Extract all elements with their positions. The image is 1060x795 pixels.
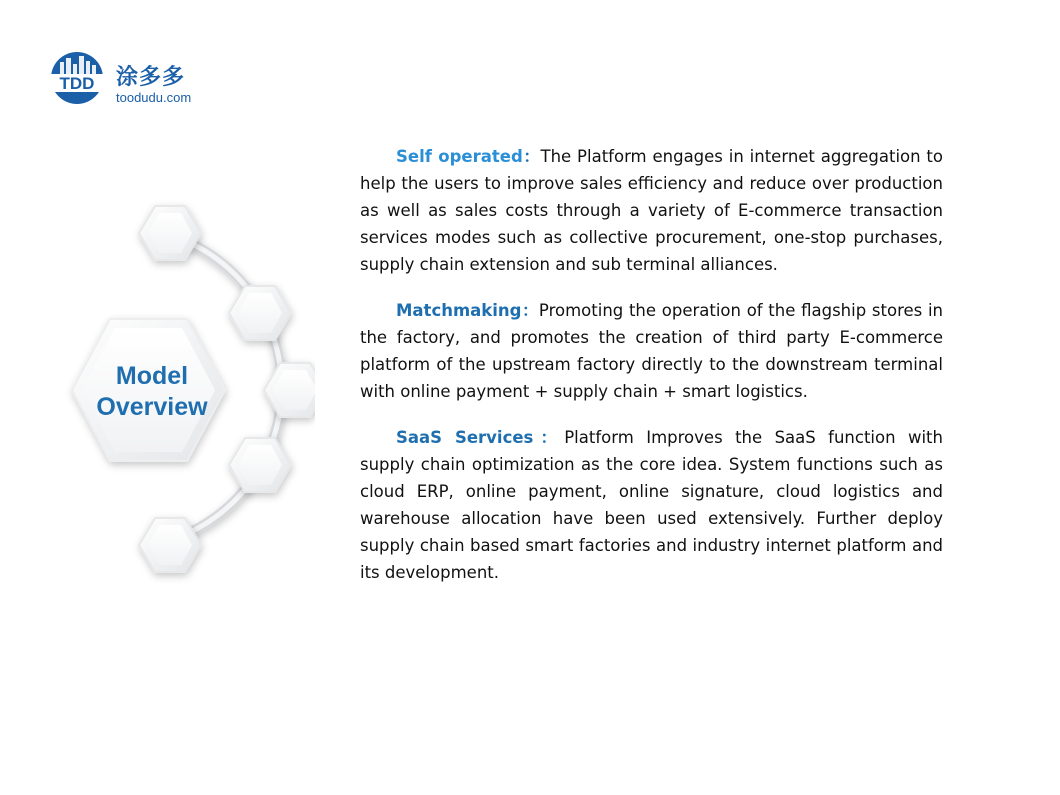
section-text: Platform Improves the SaaS function with supply chain optimization as the core idea. System functions such as cloud ERP, online payment, online signature, cloud logistics and warehouse allocation have been used extensively. Further deploy supply chain based smart factories and industry internet platform and its development. (360, 428, 943, 582)
tdd-logo-badge (50, 50, 106, 106)
brand-url: toodudu.com (116, 90, 192, 105)
logo-badge-text: TDD (59, 74, 95, 93)
section-saas-services (360, 424, 943, 586)
hexagon-node-2 (229, 286, 291, 340)
hexagon-node-4 (229, 438, 291, 492)
section-term: SaaS Services (396, 428, 534, 447)
section-text: Promoting the operation of the flagship stores in the factory, and promotes the creation of third party E-commerce platform of the upstream factory directly to the downstream terminal with online payment + supply chain + smart logistics. (360, 301, 943, 401)
brand-name-cn: 涂多多 (116, 65, 186, 90)
section-term: Matchmaking (396, 301, 522, 320)
hexagon-node-3 (264, 363, 315, 417)
section-term: Self operated (396, 147, 523, 166)
section-text: The Platform engages in internet aggregation to help the users to improve sales efficiency and reduce over production as well as sales costs through a variety of E-commerce transaction services modes such as collective procurement, one-stop purchases, supply chain extension and sub terminal alliances. (360, 147, 943, 274)
section-separator: ： (533, 428, 565, 447)
section-separator: ： (521, 301, 539, 320)
model-description (360, 143, 943, 605)
section-matchmaking (360, 297, 943, 405)
brand-logo (50, 50, 220, 110)
diagram-title (67, 361, 237, 423)
section-separator: ： (522, 147, 541, 166)
diagram-title-line1: Model (115, 362, 189, 390)
model-overview-diagram (55, 195, 315, 590)
diagram-title-line2: Overview (96, 393, 208, 421)
section-self-operated (360, 143, 943, 278)
hexagon-node-1 (139, 206, 201, 260)
